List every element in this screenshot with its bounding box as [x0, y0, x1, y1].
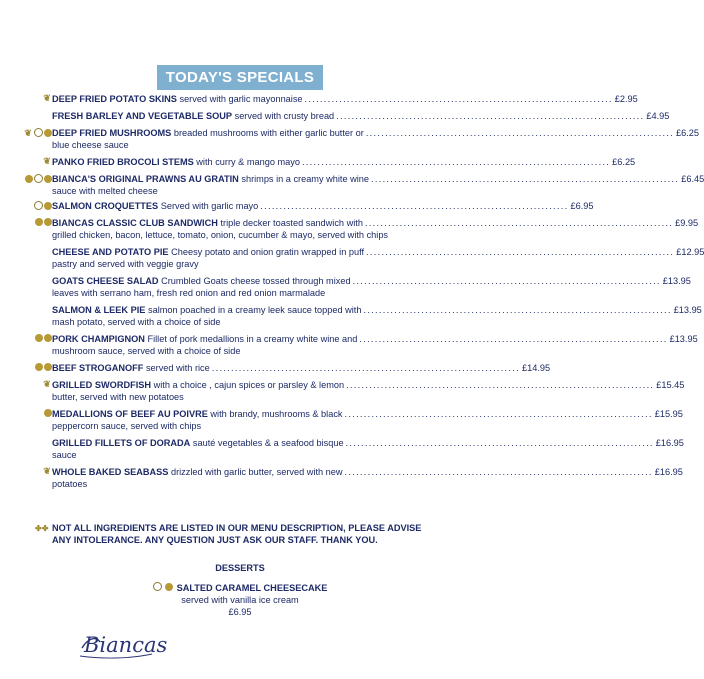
allergy-notice [22, 522, 432, 546]
dot-leader: ................................................................................ [363, 305, 672, 315]
dessert-price: £6.95 [228, 607, 252, 617]
item-name: BEEF STROGANOFF [52, 363, 144, 373]
allergen-icons [35, 363, 52, 371]
item-name: CHEESE AND POTATO PIE [52, 247, 169, 257]
menu-item [22, 333, 698, 357]
dot-leader: ................................................................................ [344, 409, 653, 419]
menu-item [22, 275, 691, 299]
desserts-heading: DESSERTS [215, 563, 265, 573]
item-description: served with rice [145, 363, 210, 373]
item-description: served with crusty bread [234, 111, 335, 121]
allergen-icons [42, 94, 52, 102]
dot-leader: ................................................................................ [352, 276, 661, 286]
allergen-icon [44, 202, 52, 210]
item-description: Cheesy potato and onion gratin wrapped in puff [171, 247, 365, 257]
item-price: £12.95 [676, 247, 704, 257]
dot-leader: ................................................................................ [345, 438, 654, 448]
leaf-icon: ❦ [24, 127, 32, 138]
item-name: MEDALLIONS OF BEEF AU POIVRE [52, 409, 208, 419]
item-description: triple decker toasted sandwich with [220, 218, 363, 228]
menu-item [22, 127, 700, 151]
allergen-icon [44, 409, 52, 417]
dot-leader: ................................................................................ [366, 247, 675, 257]
menu-list [22, 93, 704, 490]
menu-item [22, 200, 594, 212]
allergen-icons [42, 157, 52, 165]
dot-leader: ................................................................................ [365, 128, 675, 138]
item-price: £6.25 [612, 157, 636, 167]
item-name: DEEP FRIED POTATO SKINS [52, 94, 177, 104]
item-price: £6.25 [676, 128, 700, 138]
menu-item [22, 93, 638, 105]
leaf-icon: ❦ [43, 93, 51, 103]
item-name: BIANCA'S ORIGINAL PRAWNS AU GRATIN [52, 174, 239, 184]
leaf-icon: ❦ [43, 156, 51, 166]
menu-item [22, 246, 704, 270]
item-name: SALMON CROQUETTES [52, 201, 159, 211]
item-name: PORK CHAMPIGNON [52, 334, 145, 344]
dessert-name: SALTED CARAMEL CHEESECAKE [176, 583, 328, 593]
dot-leader: ................................................................................ [346, 380, 655, 390]
allergen-icon [153, 582, 162, 591]
allergen-icons [42, 467, 52, 475]
allergen-icon [25, 175, 33, 183]
dot-leader: ................................................................................ [304, 94, 613, 104]
menu-item [22, 466, 683, 490]
allergen-icon [35, 363, 43, 371]
item-description: Served with garlic mayo [160, 201, 259, 211]
item-price: £15.45 [656, 380, 685, 390]
dot-leader: ................................................................................ [359, 334, 668, 344]
item-price: £13.95 [673, 305, 702, 315]
allergen-icon [35, 218, 43, 226]
item-name: GRILLED FILLETS OF DORADA [52, 438, 191, 448]
menu-item [22, 437, 684, 461]
allergen-icons [34, 201, 52, 210]
allergen-icon [35, 334, 43, 342]
item-description: drizzled with garlic butter, served with new [170, 467, 343, 477]
item-price: £13.95 [669, 334, 698, 344]
item-name: FRESH BARLEY AND VEGETABLE SOUP [52, 111, 233, 121]
item-description: shrimps in a creamy white wine [241, 174, 370, 184]
biancas-logo [70, 612, 168, 664]
allergen-icon [44, 363, 52, 371]
item-description-continued: pastry and served with veggie gravy [52, 259, 199, 269]
item-price: £15.95 [654, 409, 683, 419]
item-description: sauté vegetables & a seafood bisque [192, 438, 344, 448]
dot-leader: ................................................................................ [344, 467, 653, 477]
leaf-icon: ❦ [43, 466, 51, 476]
allergen-icons [35, 218, 52, 226]
item-price: £16.95 [655, 438, 684, 448]
allergen-icon: ✤✤ [35, 524, 49, 533]
dot-leader: ................................................................................ [260, 201, 569, 211]
item-price: £13.95 [662, 276, 691, 286]
allergen-icon [34, 174, 43, 183]
allergen-icons [23, 128, 52, 137]
item-name: BIANCAS CLASSIC CLUB SANDWICH [52, 218, 218, 228]
menu-item [22, 304, 702, 328]
item-description-continued: grilled chicken, bacon, lettuce, tomato, onion, cucumber & mayo, served with chips [52, 230, 389, 240]
item-description-continued: leaves with serrano ham, fresh red onion and red onion marmalade [52, 288, 326, 298]
item-name: GOATS CHEESE SALAD [52, 276, 159, 286]
allergen-icons [44, 409, 52, 417]
dessert-description: served with vanilla ice cream [181, 595, 299, 605]
desserts-section [0, 562, 480, 618]
item-description: Crumbled Goats cheese tossed through mixed [161, 276, 351, 286]
item-description-continued: butter, served with new potatoes [52, 392, 184, 402]
allergen-icons [25, 174, 52, 183]
menu-item [22, 173, 704, 197]
item-price: £16.95 [654, 467, 683, 477]
item-description-continued: potatoes [52, 479, 88, 489]
leaf-icon: ❦ [43, 379, 51, 389]
item-description: with a choice , cajun spices or parsley & lemon [153, 380, 345, 390]
dot-leader: ................................................................................ [371, 174, 680, 184]
page-title: TODAY'S SPECIALS [157, 65, 323, 90]
allergen-icon [44, 218, 52, 226]
allergy-notice-text: NOT ALL INGREDIENTS ARE LISTED IN OUR MENU DESCRIPTION, PLEASE ADVISE ANY INTOLERANCE. ANY QUESTION JUST ASK OUR STAFF. THANK YOU. [52, 523, 422, 545]
dot-leader: ................................................................................ [301, 157, 611, 167]
allergen-icons [35, 334, 52, 342]
menu-item [22, 217, 699, 241]
dot-leader: ................................................................................ [211, 363, 520, 373]
item-description: served with garlic mayonnaise [179, 94, 303, 104]
item-description-continued: mash potato, served with a choice of side [52, 317, 221, 327]
allergen-icon [44, 175, 52, 183]
item-name: DEEP FRIED MUSHROOMS [52, 128, 172, 138]
item-price: £6.45 [681, 174, 704, 184]
menu-item [22, 156, 636, 168]
item-description: with brandy, mushrooms & black [210, 409, 343, 419]
menu-item [22, 110, 670, 122]
allergen-icons [42, 380, 52, 388]
item-description: breaded mushrooms with either garlic butter or [173, 128, 364, 138]
item-price: £4.95 [646, 111, 670, 121]
item-price: £6.95 [570, 201, 594, 211]
item-price: £14.95 [521, 363, 551, 373]
item-price: £9.95 [675, 218, 699, 228]
item-name: PANKO FRIED BROCOLI STEMS [52, 157, 194, 167]
item-name: WHOLE BAKED SEABASS [52, 467, 169, 477]
dot-leader: ................................................................................ [364, 218, 674, 228]
item-price: £2.95 [614, 94, 638, 104]
allergen-icon [44, 129, 52, 137]
item-name: GRILLED SWORDFISH [52, 380, 152, 390]
menu-item [22, 362, 551, 374]
dot-leader: ................................................................................ [336, 111, 645, 121]
item-description: Fillet of pork medallions in a creamy white wine and [147, 334, 358, 344]
menu-item [22, 408, 683, 432]
menu-item [22, 379, 685, 403]
item-name: SALMON & LEEK PIE [52, 305, 146, 315]
item-description-continued: blue cheese sauce [52, 140, 129, 150]
allergen-icon [34, 201, 43, 210]
logo-text: Biancas [84, 633, 168, 657]
item-description-continued: sauce with melted cheese [52, 186, 158, 196]
allergen-icon [44, 334, 52, 342]
item-description: with curry & mango mayo [196, 157, 300, 167]
item-description-continued: peppercorn sauce, served with chips [52, 421, 202, 431]
dessert-name-row [0, 582, 480, 594]
item-description: salmon poached in a creamy leek sauce topped with [147, 305, 362, 315]
item-description-continued: mushroom sauce, served with a choice of side [52, 346, 241, 356]
allergen-icon [165, 583, 173, 591]
allergen-icon [34, 128, 43, 137]
item-description-continued: sauce [52, 450, 77, 460]
